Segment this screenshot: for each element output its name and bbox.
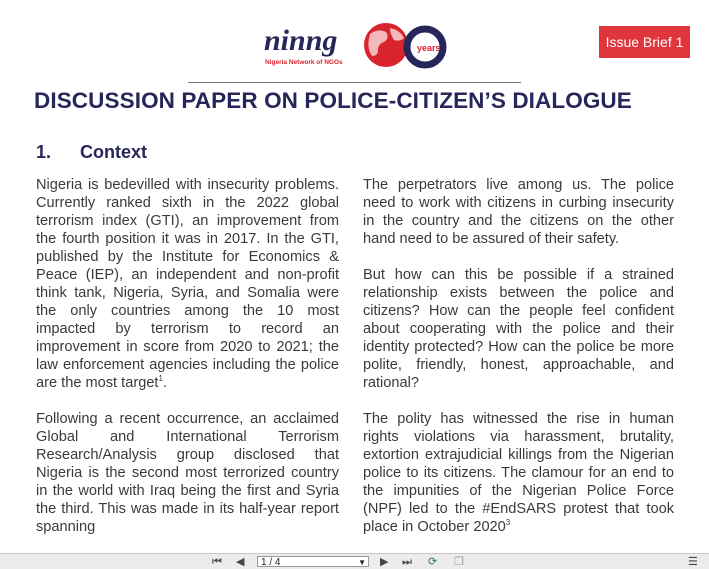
- page-indicator: 1 / 4: [261, 557, 281, 568]
- nnngo-logo: [262, 20, 462, 78]
- rotate-icon[interactable]: ⟳: [428, 556, 438, 568]
- page-select[interactable]: [257, 556, 369, 567]
- paragraph: [363, 410, 674, 536]
- footnote-ref[interactable]: 3: [505, 518, 511, 528]
- first-page-icon[interactable]: ⏮: [212, 556, 222, 568]
- chevron-down-icon: ▼: [358, 558, 366, 567]
- footnote-ref[interactable]: 1: [158, 374, 163, 384]
- copy-icon[interactable]: ❐: [454, 556, 464, 568]
- section-title: Context: [80, 142, 147, 162]
- paragraph: The perpetrators live among us. The police need to work with citizens in curbing insecurity in the country and the citizens on the other hand need to be assured of their safety.: [363, 177, 674, 247]
- paragraph: But how can this be possible if a strained relationship exists between the police and citizens? How can the people feel confident about cooperating with the police and their identity protected? How can the police be more polite, friendly, honest, approachable, and rational?: [363, 267, 674, 391]
- text-column-right: [363, 176, 674, 554]
- text-column-left: [36, 176, 339, 554]
- paragraph: Following a recent occurrence, an acclaimed Global and International Terrorism Research/Analysis group disclosed that Nigeria is the second most terrorized country in the world with Iraq being the first and Syria the third. This was made in its half-year report spanning: [36, 411, 339, 535]
- issue-brief-badge: Issue Brief 1: [599, 26, 690, 58]
- page-title: DISCUSSION PAPER ON POLICE-CITIZEN’S DIALOGUE: [34, 88, 632, 113]
- paragraph-text: The polity has witnessed the rise in human rights violations via harassment, brutality, extortion extrajudicial killings from the Nigerian police to its citizens. The clamour for an end to the impunities of the Nigerian Police Force (NPF) led to the #EndSARS protest that took place in October 2020: [363, 411, 674, 535]
- paragraph-end: .: [162, 375, 168, 391]
- previous-page-icon[interactable]: ◀: [236, 556, 245, 568]
- next-page-icon[interactable]: ▶: [380, 556, 389, 568]
- section-number: 1.: [36, 142, 52, 162]
- menu-icon[interactable]: ☰: [688, 556, 698, 568]
- logo-tagline: Nigeria Network of NGOs: [265, 59, 343, 66]
- last-page-icon[interactable]: ⏭: [402, 556, 412, 568]
- logo-wordmark: ninng: [264, 24, 338, 57]
- pdf-toolbar: [0, 553, 709, 569]
- section-heading: [36, 142, 147, 163]
- logo-years: years: [417, 43, 441, 53]
- paragraph: [36, 176, 339, 392]
- header-divider: [188, 82, 521, 83]
- paragraph-text: Nigeria is bedevilled with insecurity problems. Currently ranked sixth in the 2022 global terrorism index (GTI), an improvement from the fourth position it was in 2017. In the GTI, published by the Institute for Economics & Peace (IEP), an independent and non-profit think tank, Nigeria, Syria, and Somalia were the only countries among the 10 most impacted by terrorism to record an improvement in score from 2020 to 2021; the law enforcement agencies including the police are the most target: [36, 177, 339, 391]
